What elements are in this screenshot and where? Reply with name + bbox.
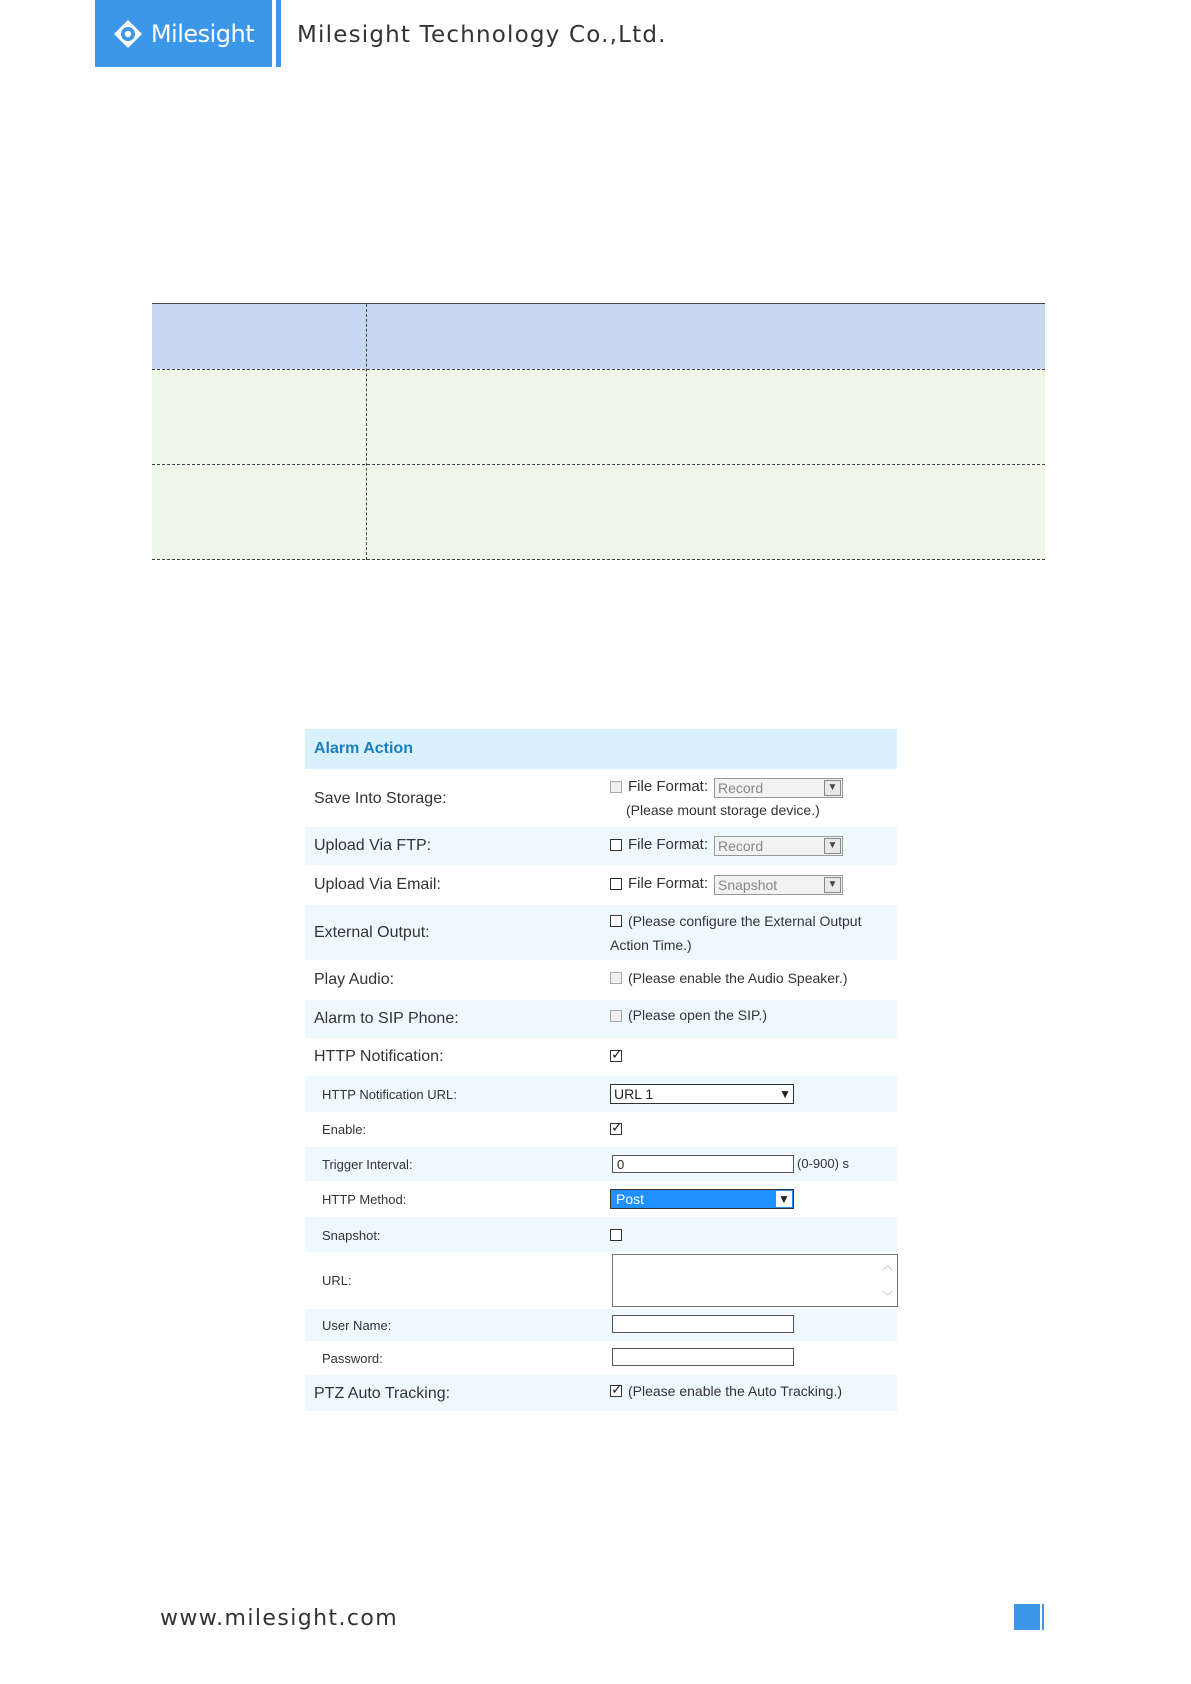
url-label: URL: xyxy=(322,1273,352,1288)
chevron-down-icon: ▼ xyxy=(776,1191,792,1207)
storage-note: (Please mount storage device.) xyxy=(626,802,820,818)
upload-via-ftp-label: Upload Via FTP: xyxy=(314,837,432,854)
external-output-note: (Please configure the External Output xyxy=(628,913,862,929)
table-divider xyxy=(152,369,1045,370)
ptz-auto-tracking-note: (Please enable the Auto Tracking.) xyxy=(628,1383,843,1399)
ptz-auto-tracking-row xyxy=(305,1375,897,1411)
save-into-storage-row xyxy=(305,769,897,827)
external-output-checkbox[interactable] xyxy=(610,915,622,927)
panel-title: Alarm Action xyxy=(305,729,897,769)
checkmark-icon: ✓ xyxy=(611,1119,623,1135)
header-divider xyxy=(276,0,281,67)
external-output-row xyxy=(305,905,897,960)
storage-file-format-select[interactable] xyxy=(714,778,843,798)
trigger-interval-range: (0-900) s xyxy=(797,1156,850,1171)
trigger-interval-label: Trigger Interval: xyxy=(322,1157,413,1172)
external-output-label: External Output: xyxy=(314,924,430,941)
table-divider xyxy=(152,464,1045,465)
user-name-row xyxy=(305,1309,897,1341)
table-row xyxy=(152,370,1045,464)
trigger-interval-input[interactable] xyxy=(612,1155,794,1173)
url-textarea[interactable] xyxy=(612,1254,898,1307)
alarm-action-panel xyxy=(305,729,897,1424)
ftp-file-format-select[interactable] xyxy=(714,836,843,856)
scroll-up-icon[interactable]: ︿ xyxy=(882,1260,893,1272)
table-bottom-border xyxy=(152,559,1045,560)
milesight-logo-icon xyxy=(113,19,143,49)
user-name-input[interactable] xyxy=(612,1315,794,1333)
ptz-auto-tracking-label: PTZ Auto Tracking: xyxy=(314,1385,451,1402)
external-output-note-2: Action Time.) xyxy=(610,937,692,953)
enable-checkbox[interactable] xyxy=(610,1119,623,1135)
logo-text: Milesight xyxy=(150,19,255,48)
http-notification-url-label: HTTP Notification URL: xyxy=(322,1087,457,1102)
play-audio-note: (Please enable the Audio Speaker.) xyxy=(628,970,848,986)
table-row xyxy=(152,465,1045,560)
email-file-format-select[interactable] xyxy=(714,875,843,895)
company-name: Milesight Technology Co.,Ltd. xyxy=(297,22,667,48)
trigger-interval-row xyxy=(305,1147,897,1181)
footer-website: www.milesight.com xyxy=(160,1606,399,1631)
parameter-table xyxy=(152,303,1045,560)
chevron-down-icon: ▼ xyxy=(824,780,841,796)
chevron-down-icon: ▼ xyxy=(779,1087,791,1101)
play-audio-label: Play Audio: xyxy=(314,971,395,988)
select-value: Post xyxy=(616,1191,645,1207)
page-number-box xyxy=(1014,1604,1040,1630)
password-input[interactable] xyxy=(612,1348,794,1366)
table-column-divider xyxy=(366,304,367,560)
file-format-label: File Format: xyxy=(628,836,709,853)
file-format-label: File Format: xyxy=(628,778,709,795)
password-label: Password: xyxy=(322,1351,383,1366)
snapshot-checkbox[interactable] xyxy=(610,1229,622,1241)
user-name-label: User Name: xyxy=(322,1318,392,1333)
chevron-down-icon: ▼ xyxy=(824,838,841,854)
file-format-label: File Format: xyxy=(628,875,709,892)
http-notification-url-row xyxy=(305,1076,897,1112)
upload-via-ftp-row xyxy=(305,827,897,865)
upload-via-email-row xyxy=(305,865,897,905)
http-method-row xyxy=(305,1181,897,1217)
enable-label: Enable: xyxy=(322,1122,367,1137)
http-notification-label: HTTP Notification: xyxy=(314,1048,444,1065)
select-value: Snapshot xyxy=(718,877,778,893)
alarm-to-sip-checkbox[interactable] xyxy=(610,1010,622,1022)
http-method-select[interactable] xyxy=(610,1189,794,1209)
alarm-to-sip-label: Alarm to SIP Phone: xyxy=(314,1010,459,1027)
enable-row xyxy=(305,1112,897,1147)
upload-via-ftp-checkbox[interactable] xyxy=(610,839,622,851)
url-row xyxy=(305,1252,897,1309)
select-value: Record xyxy=(718,838,764,854)
play-audio-row xyxy=(305,960,897,1000)
snapshot-row xyxy=(305,1217,897,1252)
chevron-down-icon: ▼ xyxy=(824,877,841,893)
http-notification-checkbox[interactable] xyxy=(610,1046,623,1062)
alarm-to-sip-note: (Please open the SIP.) xyxy=(628,1007,768,1023)
alarm-to-sip-row xyxy=(305,1000,897,1038)
scroll-down-icon[interactable]: ﹀ xyxy=(882,1291,893,1303)
http-notification-row xyxy=(305,1038,897,1076)
upload-via-email-label: Upload Via Email: xyxy=(314,876,441,893)
password-row xyxy=(305,1341,897,1375)
upload-via-email-checkbox[interactable] xyxy=(610,878,622,890)
save-into-storage-label: Save Into Storage: xyxy=(314,790,447,807)
table-header-row xyxy=(152,304,1045,369)
snapshot-label: Snapshot: xyxy=(322,1228,381,1243)
save-into-storage-checkbox[interactable] xyxy=(610,781,622,793)
checkmark-icon: ✓ xyxy=(611,1381,623,1397)
checkmark-icon: ✓ xyxy=(611,1046,623,1062)
page-number-bar xyxy=(1042,1604,1044,1630)
http-method-label: HTTP Method: xyxy=(322,1192,407,1207)
http-notification-url-select[interactable] xyxy=(610,1084,794,1104)
milesight-logo xyxy=(95,0,272,67)
play-audio-checkbox[interactable] xyxy=(610,972,622,984)
select-value: URL 1 xyxy=(614,1086,654,1102)
select-value: Record xyxy=(718,780,764,796)
ptz-auto-tracking-checkbox[interactable] xyxy=(610,1381,623,1397)
